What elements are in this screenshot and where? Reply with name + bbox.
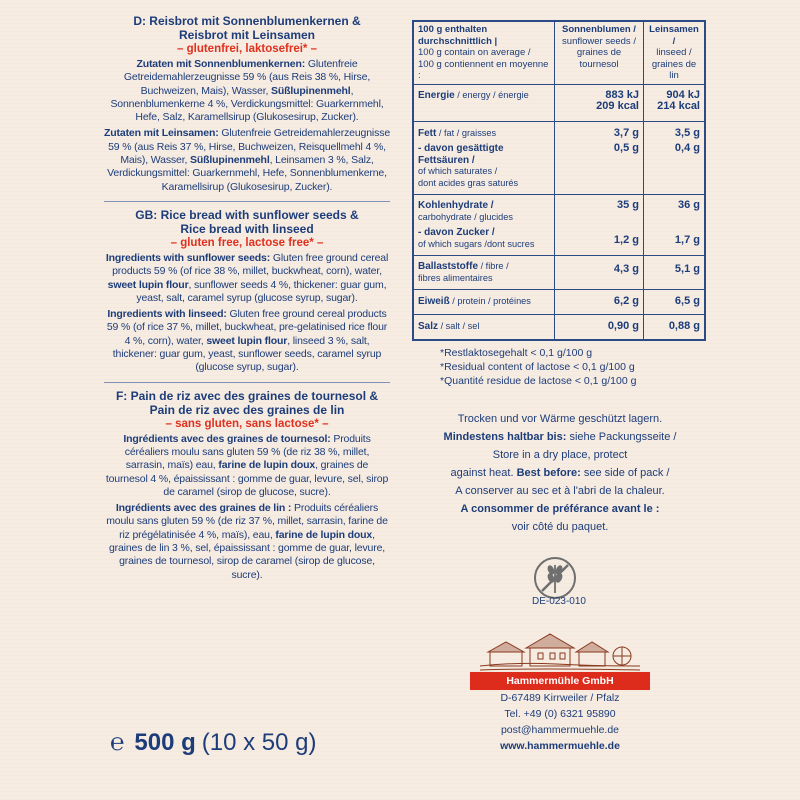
row-label: [413, 314, 555, 340]
nutrition-row-saturates: [413, 141, 705, 195]
value-sunflower: 0,5 g: [555, 141, 644, 195]
row-label: [413, 290, 555, 315]
header-text: 100 g enthalten durchschnittlich |: [418, 24, 498, 47]
row-label-rest: / salt / sel: [438, 320, 480, 331]
best-before-label-en: Best before:: [516, 467, 581, 479]
value-linseed: 5,1 g: [644, 256, 706, 290]
ingredients-lead: Zutaten mit Sonnenblumenkernen:: [136, 58, 306, 70]
storage-line: [412, 428, 708, 446]
row-label: [413, 256, 555, 290]
value-text: 214 kcal: [657, 100, 700, 112]
lactose-note: [440, 346, 700, 388]
value-sunflower: 0,90 g: [555, 314, 644, 340]
storage-instructions: [412, 410, 708, 536]
section-gb-title-1: GB: Rice bread with sunflower seeds &: [135, 207, 359, 222]
section-gb-title-2: Rice bread with linseed: [180, 221, 314, 236]
allergen: sweet lupin flour: [107, 278, 189, 291]
nutrition-row-sugars: [413, 225, 705, 256]
row-label-bold: Salz: [418, 320, 439, 332]
section-gb: [104, 208, 390, 383]
row-label-bold: Fett: [418, 127, 437, 139]
ingredients-text: , linseed 3 %, salt, thickener: guar gum, yeast, sunflower seeds, caramel syrup (glucose syrup, sugar).: [112, 334, 382, 374]
ingredients-text: , sunflower seeds 4 %, thickener: guar gum, yeast, salt, caramel syrup (glucose syrup, sugar).: [136, 278, 387, 304]
row-label: [413, 121, 555, 141]
ingredients-text: Gluten free ground cereal products 59 % (of rice 37 %, millet, buckwheat, pre-gelatinised rice flour 4 %, corn), water,: [106, 308, 388, 347]
header-text: Leinsamen /: [649, 24, 699, 47]
section-fr: [104, 389, 390, 589]
ingredients-text: , Sonnenblumenkerne 4 %, Verdickungsmittel: Guarkernmehl, Hefe, Salz, Karamellsirup (Glukosesirup, Zucker).: [110, 84, 384, 124]
row-label-rest: / energy / énergie: [454, 89, 529, 100]
nutrition-header-row: [413, 21, 705, 84]
storage-line: voir côté du paquet.: [511, 521, 609, 533]
nutrition-row-salt: [413, 314, 705, 340]
row-label: [413, 195, 555, 226]
net-weight-pack: (10 x 50 g): [201, 729, 317, 756]
value-sunflower: 6,2 g: [555, 290, 644, 315]
row-label-rest: fibres alimentaires: [418, 272, 493, 283]
value-linseed: 0,88 g: [644, 314, 706, 340]
ingredients-text: Glutenfreie Getreidemahlerzeugnisse 59 % (aus Reis 38 %, Hirse, Buchweizen, Mais), Wasser,: [123, 58, 371, 97]
value-sunflower: 3,7 g: [555, 121, 644, 141]
ingredients-gb-linseed: [104, 308, 390, 374]
row-label-bold: - davon gesättigte Fettsäuren /: [418, 143, 504, 166]
ingredients-fr-linseed: [104, 502, 390, 582]
row-label-bold: Ballaststoffe: [418, 261, 479, 272]
lactose-note-en: *Residual content of lactose < 0,1 g/100 g: [440, 361, 635, 373]
best-before-label-de: Mindestens haltbar bis:: [443, 431, 567, 443]
value-linseed: 0,4 g: [644, 141, 706, 195]
section-de: [104, 14, 390, 202]
ingredients-text: Glutenfreie Getreidemahlerzeugnisse 59 % (aus Reis 37 %, Hirse, Buchweizen, Reisquellmehl 4 %, Mais), Wasser,: [108, 127, 391, 167]
section-de-title-2: Reisbrot mit Leinsamen: [178, 28, 316, 42]
net-weight-main: 500 g: [134, 729, 196, 756]
section-de-subtitle: – glutenfrei, laktosefrei* –: [177, 43, 317, 55]
row-label: [413, 225, 555, 256]
nutrition-table: [412, 20, 706, 341]
estimated-sign-icon: ℮: [110, 729, 125, 756]
company-block: [470, 672, 650, 754]
nutrition-row-fibre: [413, 256, 705, 290]
value-linseed: 3,5 g: [644, 121, 706, 141]
nutrition-row-energy: [413, 84, 705, 121]
row-label: [413, 84, 555, 121]
ingredients-text: , graines de lin 3 %, sel, épaississant : gomme de guar, levure, graines de tournesol, sirop de caramel (sirop de glucose, sucre).: [108, 528, 386, 581]
ingredients-text: Produits céréaliers moulu sans gluten 59 % (de riz 38 %, millet, sarrasin, maïs) eau,: [124, 432, 371, 472]
row-label-rest: carbohydrate / glucides: [418, 211, 513, 222]
net-weight: [110, 728, 390, 758]
row-label-bold: - davon Zucker /: [418, 227, 495, 238]
value-sunflower: 1,2 g: [555, 225, 644, 256]
storage-text: against heat.: [450, 467, 517, 479]
row-label-bold: Eiweiß: [418, 296, 450, 307]
mill-illustration-icon: [476, 622, 644, 674]
storage-line: [412, 464, 708, 482]
header-text: 100 g contain on average /: [418, 47, 531, 58]
lactose-note-fr: *Quantité residue de lactose < 0,1 g/100 g: [440, 375, 637, 387]
ingredients-de-linseed: [104, 127, 390, 193]
value-sunflower: [555, 84, 644, 121]
best-before-label-fr: A consommer de préférance avant le :: [460, 503, 660, 515]
allergen: Süßlupinenmehl: [271, 84, 351, 97]
allergen: sweet lupin flour: [206, 334, 288, 347]
section-fr-subtitle: – sans gluten, sans lactose* –: [165, 417, 329, 430]
allergen: Süßlupinenmehl: [190, 154, 270, 167]
ingredients-lead: Ingrédients avec des graines de tournesol:: [123, 432, 331, 445]
value-linseed: 1,7 g: [644, 225, 706, 256]
nutrition-header-label: [413, 21, 555, 84]
nutrition-row-carbohydrate: [413, 195, 705, 226]
nutrition-row-protein: [413, 290, 705, 315]
row-label-rest: / fibre /: [478, 261, 509, 271]
ingredients-fr-sunflower: [104, 433, 390, 499]
company-name: Hammermühle GmbH: [470, 672, 650, 690]
storage-line: Trocken und vor Wärme geschützt lagern.: [457, 413, 663, 425]
value-linseed: 36 g: [644, 195, 706, 226]
ingredients-text: Produits céréaliers moulu sans gluten 59 % (de riz 37 %, millet, sarrasin, farine de riz prégélatinisée 4 %, maïs), eau,: [106, 502, 388, 541]
nutrition-header-sunflower: [555, 21, 644, 84]
ingredients-de-sunflower: [104, 58, 390, 124]
value-sunflower: 4,3 g: [555, 256, 644, 290]
ingredients-gb-sunflower: [104, 252, 390, 305]
company-website: www.hammermuehle.de: [500, 740, 620, 752]
ingredients-lead: Ingredients with linseed:: [107, 308, 227, 321]
company-email: post@hammermuehle.de: [500, 724, 620, 736]
value-linseed: 6,5 g: [644, 290, 706, 315]
section-fr-title-2: Pain de riz avec des graines de lin: [149, 402, 345, 417]
header-text: linseed /: [656, 47, 692, 58]
row-label-bold: Energie: [418, 89, 455, 101]
header-text: sunflower seeds /: [562, 35, 636, 47]
section-gb-subtitle: – gluten free, lactose free* –: [170, 236, 324, 249]
ingredients-column: [104, 14, 390, 595]
lactose-note-de: *Restlaktosegehalt < 0,1 g/100 g: [440, 347, 593, 359]
ingredients-text: Gluten free ground cereal products 59 % (of rice 38 %, millet, buckwheat, corn), water,: [112, 251, 389, 278]
storage-line: A conserver au sec et à l'abri de la chaleur.: [455, 485, 665, 497]
certification-code: DE-023-010: [532, 596, 586, 607]
storage-text: see side of pack /: [580, 467, 670, 479]
ingredients-lead: Ingredients with sunflower seeds:: [105, 251, 271, 264]
allergen: farine de lupin doux: [275, 528, 373, 541]
row-label-rest: / fat / graisses: [436, 127, 497, 138]
row-label-rest: / protein / protéines: [449, 296, 531, 306]
company-phone: Tel. +49 (0) 6321 95890: [504, 708, 616, 720]
value-sunflower: 35 g: [555, 195, 644, 226]
ingredients-lead: Zutaten mit Leinsamen:: [104, 127, 219, 140]
company-address: D-67489 Kirrweiler / Pfalz: [500, 692, 620, 704]
value-text: 883 kJ: [605, 88, 639, 101]
ingredients-text: , Leinsamen 3 %, Salz, Verdickungsmittel: Guarkernmehl, Hefe, Sonnenblumenkerne, Karamellsirup (Glukosesirup, Zucker).: [107, 154, 387, 193]
ingredients-text: , graines de tournesol 4 %, épaississant : gomme de guar, levure, sel, sirop de caramel (sirop de glucose, sucre).: [105, 459, 389, 498]
storage-text: siehe Packungsseite /: [566, 431, 677, 443]
header-text: graines de lin: [651, 58, 697, 81]
storage-line: Store in a dry place, protect: [492, 449, 628, 461]
ingredients-lead: Ingrédients avec des graines de lin :: [115, 502, 292, 515]
row-label-bold: Kohlenhydrate /: [418, 200, 494, 211]
value-text: 209 kcal: [596, 100, 639, 112]
row-label: [413, 141, 555, 195]
value-linseed: [644, 84, 706, 121]
section-de-title-1: D: Reisbrot mit Sonnenblumenkernen &: [133, 14, 361, 28]
section-fr-title-1: F: Pain de riz avec des graines de tournesol &: [115, 388, 379, 403]
row-label-rest: dont acides gras saturés: [418, 177, 519, 188]
value-text: 904 kJ: [666, 88, 700, 101]
header-text: 100 g contiennent en moyenne :: [418, 58, 549, 81]
row-label-rest: of which saturates /: [418, 166, 498, 176]
allergen: farine de lupin doux: [218, 459, 316, 472]
header-text: Sonnenblumen /: [562, 24, 636, 35]
header-text: graines de tournesol: [576, 47, 622, 70]
row-label-rest: of which sugars /dont sucres: [418, 238, 535, 249]
nutrition-row-fat: [413, 121, 705, 141]
nutrition-header-linseed: [644, 21, 706, 84]
